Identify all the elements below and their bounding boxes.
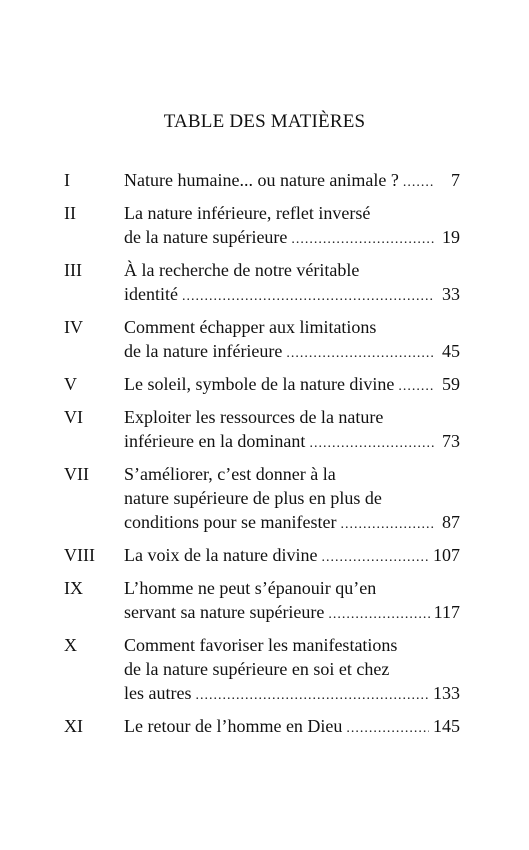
chapter-title-line: La voix de la nature divine xyxy=(124,545,318,565)
chapter-title-final-line xyxy=(124,429,460,456)
chapter-title-line: de la nature supérieure xyxy=(124,227,288,247)
dot-leader xyxy=(328,603,429,627)
chapter-title-line: Le retour de l’homme en Dieu xyxy=(124,716,343,736)
chapter-title-line: Nature humaine... ou nature animale ? xyxy=(124,170,399,190)
toc-entry xyxy=(64,258,460,309)
toc-entry xyxy=(64,576,460,627)
chapter-title-line: nature supérieure de plus en plus de xyxy=(124,488,382,508)
toc-entry xyxy=(64,543,460,570)
chapter-title-line: identité xyxy=(124,284,178,304)
chapter-number: VIII xyxy=(64,545,95,565)
toc-entry xyxy=(64,714,460,741)
toc-entry xyxy=(64,405,460,456)
chapter-title-block xyxy=(124,315,460,366)
toc-entry xyxy=(64,168,460,195)
chapter-title-final-line xyxy=(124,339,460,366)
chapter-number: I xyxy=(64,170,70,190)
chapter-number: V xyxy=(64,374,77,394)
chapter-title-line: Exploiter les ressources de la nature xyxy=(124,407,384,427)
page-title: TABLE DES MATIÈRES xyxy=(163,111,366,132)
chapter-title-block xyxy=(124,543,460,570)
chapter-title-block xyxy=(124,372,460,399)
toc-entry xyxy=(64,633,460,708)
toc-entry xyxy=(64,201,460,252)
chapter-title-block xyxy=(124,462,460,537)
chapter-title-line: Le soleil, symbole de la nature divine xyxy=(124,374,395,394)
dot-leader xyxy=(195,684,429,708)
chapter-title-block xyxy=(124,405,460,456)
chapter-title-block xyxy=(124,168,460,195)
page-number: 7 xyxy=(451,170,460,190)
page-number: 19 xyxy=(442,227,460,247)
table-of-contents xyxy=(64,168,460,747)
chapter-title-final-line xyxy=(124,543,460,570)
chapter-title-line: S’améliorer, c’est donner à la xyxy=(124,464,336,484)
page-number: 33 xyxy=(442,284,460,304)
toc-entry xyxy=(64,372,460,399)
chapter-title-block xyxy=(124,633,460,708)
page-number: 73 xyxy=(442,431,460,451)
chapter-number: XI xyxy=(64,716,83,736)
chapter-title-block xyxy=(124,258,460,309)
page-number: 107 xyxy=(433,545,460,565)
dot-leader xyxy=(398,375,434,399)
chapter-title-line: Comment échapper aux limitations xyxy=(124,317,377,337)
chapter-title-line: conditions pour se manifester xyxy=(124,512,337,532)
dot-leader xyxy=(309,432,434,456)
chapter-title-line: les autres xyxy=(124,683,192,703)
page-number: 87 xyxy=(442,512,460,532)
dot-leader xyxy=(321,546,429,570)
toc-entry xyxy=(64,315,460,366)
chapter-title-final-line xyxy=(124,372,460,399)
chapter-title-line: À la recherche de notre véritable xyxy=(124,260,360,280)
page-number: 145 xyxy=(433,716,460,736)
chapter-number: X xyxy=(64,635,77,655)
toc-entry xyxy=(64,462,460,537)
chapter-number: VII xyxy=(64,464,89,484)
chapter-title-block xyxy=(124,201,460,252)
chapter-title-line: La nature inférieure, reflet inversé xyxy=(124,203,371,223)
chapter-title-final-line xyxy=(124,168,460,195)
chapter-title-final-line xyxy=(124,282,460,309)
chapter-title-final-line xyxy=(124,714,460,741)
chapter-title-block xyxy=(124,576,460,627)
chapter-number: II xyxy=(64,203,76,223)
dot-leader xyxy=(286,342,434,366)
page-number: 117 xyxy=(433,602,460,622)
chapter-number: IV xyxy=(64,317,83,337)
chapter-number: VI xyxy=(64,407,83,427)
chapter-title-final-line xyxy=(124,681,460,708)
dot-leader xyxy=(182,285,434,309)
chapter-title-line: L’homme ne peut s’épanouir qu’en xyxy=(124,578,377,598)
dot-leader xyxy=(346,717,429,741)
chapter-number: IX xyxy=(64,578,83,598)
page-number: 45 xyxy=(442,341,460,361)
dot-leader xyxy=(340,513,434,537)
dot-leader xyxy=(403,171,434,195)
chapter-title-line: de la nature inférieure xyxy=(124,341,283,361)
chapter-number: III xyxy=(64,260,82,280)
chapter-title-final-line xyxy=(124,225,460,252)
chapter-title-line: inférieure en la dominant xyxy=(124,431,306,451)
chapter-title-block xyxy=(124,714,460,741)
page-number: 133 xyxy=(433,683,460,703)
chapter-title-final-line xyxy=(124,600,460,627)
chapter-title-line: de la nature supérieure en soi et chez xyxy=(124,659,390,679)
chapter-title-final-line xyxy=(124,510,460,537)
dot-leader xyxy=(291,228,434,252)
chapter-title-line: servant sa nature supérieure xyxy=(124,602,325,622)
chapter-title-line: Comment favoriser les manifestations xyxy=(124,635,398,655)
page-number: 59 xyxy=(442,374,460,394)
